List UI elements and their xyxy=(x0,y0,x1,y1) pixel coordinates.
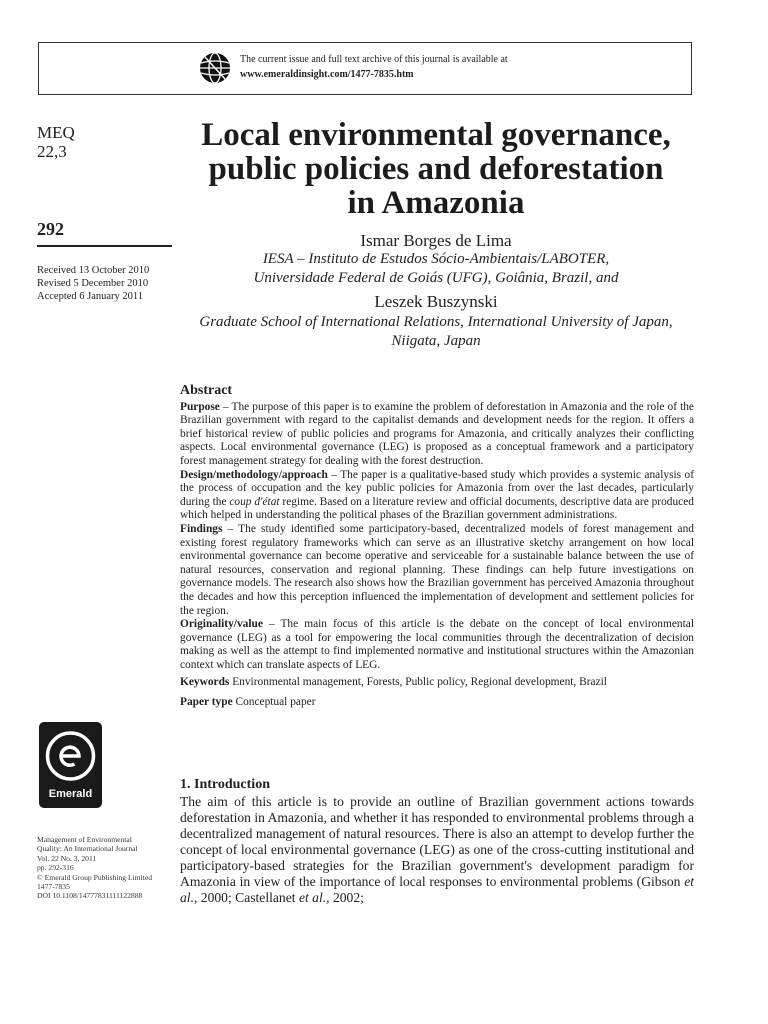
keywords-label: Keywords xyxy=(180,676,230,689)
design-text: regime. Based on a literature review and official documents, descriptive data are produced which helped in understanding the political phases of the Brazilian government administrations. xyxy=(180,495,694,522)
intro-text: , 2002; xyxy=(326,890,364,905)
design-italic: coup d'état xyxy=(229,495,280,508)
article-title xyxy=(180,118,692,220)
journal-info-line: Quality: An International Journal xyxy=(37,844,138,854)
emerald-e-icon xyxy=(45,728,96,784)
affiliation-line: Graduate School of International Relations, International University of Japan, xyxy=(199,314,673,330)
abstract-originality xyxy=(180,618,694,672)
archive-url[interactable]: www.emeraldinsight.com/1477-7835.htm xyxy=(240,69,414,80)
page-number: 292 xyxy=(37,219,64,239)
emerald-logo xyxy=(39,722,102,808)
intro-text: The aim of this article is to provide an outline of Brazilian government actions towards deforestation in Amazonia, and whether it has responded to environmental problems through a decentralized management of natural resources. There is also an attempt to develop further the concept of local environmental governance (LEG) as one of the cross-cutting institutional and participatory-based strategies for the Brazilian government's development paradigm for Amazonia in view of the importance of local responses to environmental problems (Gibson xyxy=(180,794,694,889)
introduction-heading: 1. Introduction xyxy=(180,777,270,792)
globe-icon xyxy=(199,52,231,84)
received-date: Received 13 October 2010 xyxy=(37,265,150,276)
design-text: – The paper is a qualitative-based study which provides a systemic analysis of the process of occupation and the key public policies for Amazonia from over the last decades, particularly during the xyxy=(180,468,694,508)
intro-et-al: et al. xyxy=(180,874,694,905)
journal-info xyxy=(37,835,152,901)
abstract-design xyxy=(180,469,694,523)
introduction-paragraph xyxy=(180,794,694,906)
abstract-paper-type xyxy=(180,696,694,710)
affiliation-line: IESA – Instituto de Estudos Sócio-Ambientais/LABOTER, xyxy=(262,251,610,267)
intro-text: , 2000; Castellanet xyxy=(193,890,299,905)
title-line: public policies and deforestation xyxy=(208,151,664,187)
journal-archive-box xyxy=(38,42,692,95)
abstract xyxy=(180,384,694,710)
findings-text: – The study identified some participatory-based, decentralized models of forest management and existing forest regulatory frameworks which can serve as an illustrative sketchy arrangement on how local environmental governance can become operative and serviceable for a sustainable balance between the use of natural resources, conservation and regional planning. These findings can help future investigations on governance models. The research also shows how the Brazilian government has perceived Amazonia throughout the decades and how this perception influenced the implementation of development and settlement policies for the region. xyxy=(180,522,694,617)
affiliation-line: Niigata, Japan xyxy=(391,333,481,349)
volume-issue: 22,3 xyxy=(37,142,67,161)
archive-notice xyxy=(240,52,508,82)
abstract-purpose xyxy=(180,401,694,469)
journal-info-line: pp. 292-316 xyxy=(37,863,74,873)
archive-line: The current issue and full text archive of this journal is available at xyxy=(240,54,508,65)
keywords-text: Environmental management, Forests, Public policy, Regional development, Brazil xyxy=(229,676,607,689)
journal-info-line: © Emerald Group Publishing Limited xyxy=(37,872,153,882)
journal-info-line: 1477-7835 xyxy=(37,882,70,892)
design-label: Design/methodology/approach xyxy=(180,468,328,481)
purpose-text: – The purpose of this paper is to examine the problem of deforestation in Amazonia and the role of the Brazilian government with regard to the capitalist demands and development needs for the region. It offers a brief historical review of public policies and programs for Amazonia, and critically analyzes their conflicting aspects. Local environmental governance (LEG) is proposed as a conceptual framework and a participatory forest management strategy for dealing with the forest destruction. xyxy=(180,400,694,467)
title-line: Local environmental governance, xyxy=(201,117,671,153)
affiliation-line: Universidade Federal de Goiás (UFG), Goiânia, Brazil, and xyxy=(253,270,619,286)
journal-abbrev: MEQ xyxy=(37,123,75,142)
sidebar-divider xyxy=(37,245,172,247)
abstract-keywords xyxy=(180,676,694,690)
logo-label: Emerald xyxy=(48,788,93,800)
journal-info-line: Vol. 22 No. 3, 2011 xyxy=(37,853,97,863)
journal-info-line: Management of Environmental xyxy=(37,835,132,844)
paper-type-label: Paper type xyxy=(180,696,233,709)
journal-info-line: DOI 10.1108/14777831111122888 xyxy=(37,891,143,901)
intro-et-al: et al. xyxy=(298,890,327,905)
author-1-affiliation xyxy=(180,250,692,288)
findings-label: Findings xyxy=(180,522,223,535)
originality-text: – The main focus of this article is the debate on the concept of local environmental governance (LEG) as a tool for empowering the local communities through the decentralization of decision making as well as the attempt to find implemented normative and institutional structures within the Amazonian context which can translate aspects of LEG. xyxy=(180,618,694,671)
title-line: in Amazonia xyxy=(347,185,525,221)
abstract-findings xyxy=(180,523,694,618)
author-2-affiliation xyxy=(180,313,692,351)
originality-label: Originality/value xyxy=(180,618,263,631)
author-1: Ismar Borges de Lima xyxy=(360,231,512,250)
article-dates xyxy=(37,264,149,303)
accepted-date: Accepted 6 January 2011 xyxy=(37,291,144,302)
journal-citation xyxy=(37,123,75,161)
abstract-heading: Abstract xyxy=(180,383,233,398)
revised-date: Revised 5 December 2010 xyxy=(37,278,149,289)
introduction-section xyxy=(180,777,694,906)
paper-type-text: Conceptual paper xyxy=(232,696,316,709)
author-2: Leszek Buszynski xyxy=(374,292,498,311)
purpose-label: Purpose xyxy=(180,400,220,413)
